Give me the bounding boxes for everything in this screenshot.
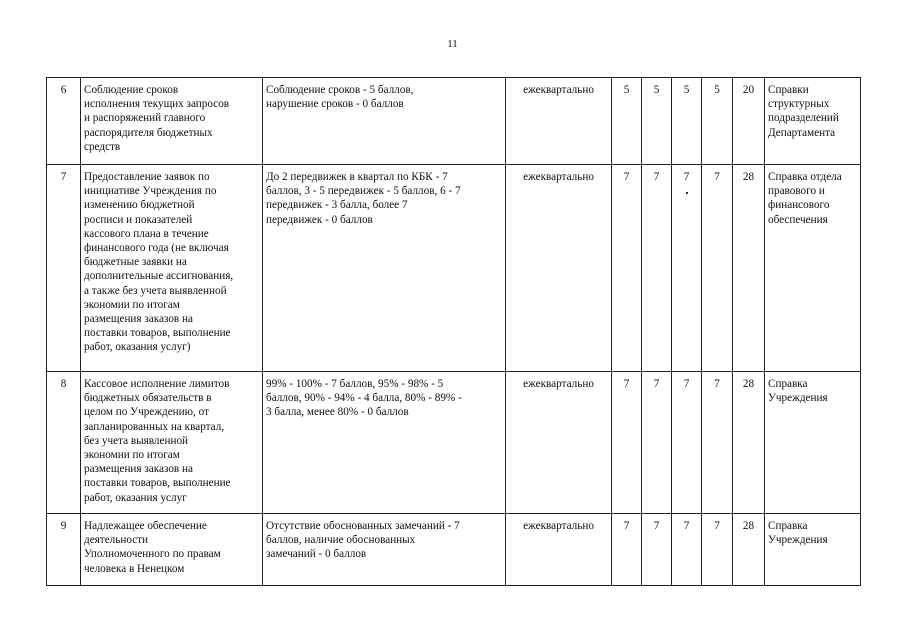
frequency-cell: ежеквартально	[506, 165, 612, 372]
source-cell	[765, 514, 861, 586]
indicator-text: Кассовое исполнение лимитов бюджетных обязательств в целом по Учреждению, от запланированных на квартал, без учета выявленной экономии по итогам размещения заказов на поставки товаров, выполнение работ, оказания услуг	[84, 378, 231, 504]
criteria-cell	[263, 514, 506, 586]
score-q4: 5	[702, 78, 733, 165]
scan-speck	[686, 192, 688, 194]
page-number: 11	[447, 38, 458, 50]
criteria-text: До 2 передвижек в квартал по КБК - 7 баллов, 3 - 5 передвижек - 5 баллов, 6 - 7 передвижек - 3 балла, более 7 передвижек - 0 баллов	[266, 171, 461, 226]
criteria-table	[46, 77, 861, 586]
score-q3: 7	[672, 514, 702, 586]
score-q3-cell	[672, 165, 702, 372]
table-row	[47, 514, 861, 586]
score-total: 20	[733, 78, 765, 165]
row-number: 9	[47, 514, 81, 586]
score-q1: 7	[612, 514, 642, 586]
source-text: Справка Учреждения	[768, 378, 828, 405]
criteria-cell	[263, 372, 506, 514]
indicator-text: Предоставление заявок по инициативе Учреждения по изменению бюджетной росписи и показателей кассового плана в течение финансового года (не включая бюджетные заявки на дополнительные ассигнования, а также без учета выявленной экономии по итогам размещения заказов на поставки товаров, выполнение работ, оказания услуг)	[84, 171, 234, 354]
frequency-cell: ежеквартально	[506, 372, 612, 514]
score-q3: 7	[672, 372, 702, 514]
indicator-cell	[81, 165, 263, 372]
score-total: 28	[733, 372, 765, 514]
source-cell	[765, 165, 861, 372]
score-q4: 7	[702, 165, 733, 372]
frequency-cell: ежеквартально	[506, 78, 612, 165]
score-total: 28	[733, 165, 765, 372]
score-q1: 7	[612, 372, 642, 514]
source-text: Справки структурных подразделений Департамента	[768, 84, 839, 139]
indicator-cell	[81, 372, 263, 514]
frequency-cell: ежеквартально	[506, 514, 612, 586]
score-q2: 7	[642, 514, 672, 586]
score-q2: 5	[642, 78, 672, 165]
source-cell	[765, 78, 861, 165]
row-number: 7	[47, 165, 81, 372]
indicator-text: Надлежащее обеспечение деятельности Уполномоченного по правам человека в Ненецком	[84, 520, 221, 575]
score-q3: 5	[672, 78, 702, 165]
table-row	[47, 78, 861, 165]
score-q1: 7	[612, 165, 642, 372]
score-total: 28	[733, 514, 765, 586]
indicator-cell	[81, 78, 263, 165]
criteria-text: Соблюдение сроков - 5 баллов, нарушение сроков - 0 баллов	[266, 84, 414, 111]
source-cell	[765, 372, 861, 514]
criteria-cell	[263, 165, 506, 372]
row-number: 8	[47, 372, 81, 514]
score-q2: 7	[642, 165, 672, 372]
score-q3: 7	[683, 171, 690, 183]
criteria-text: Отсутствие обоснованных замечаний - 7 баллов, наличие обоснованных замечаний - 0 баллов	[266, 520, 460, 561]
indicator-text: Соблюдение сроков исполнения текущих запросов и распоряжений главного распорядителя бюджетных средств	[84, 84, 230, 153]
criteria-cell	[263, 78, 506, 165]
source-text: Справка Учреждения	[768, 520, 828, 547]
indicator-cell	[81, 514, 263, 586]
table-row	[47, 372, 861, 514]
criteria-text: 99% - 100% - 7 баллов, 95% - 98% - 5 баллов, 90% - 94% - 4 балла, 80% - 89% - 3 балла, менее 80% - 0 баллов	[266, 378, 462, 419]
table-row	[47, 165, 861, 372]
score-q4: 7	[702, 372, 733, 514]
score-q1: 5	[612, 78, 642, 165]
score-q4: 7	[702, 514, 733, 586]
source-text: Справка отдела правового и финансового обеспечения	[768, 171, 842, 226]
score-q2: 7	[642, 372, 672, 514]
row-number: 6	[47, 78, 81, 165]
